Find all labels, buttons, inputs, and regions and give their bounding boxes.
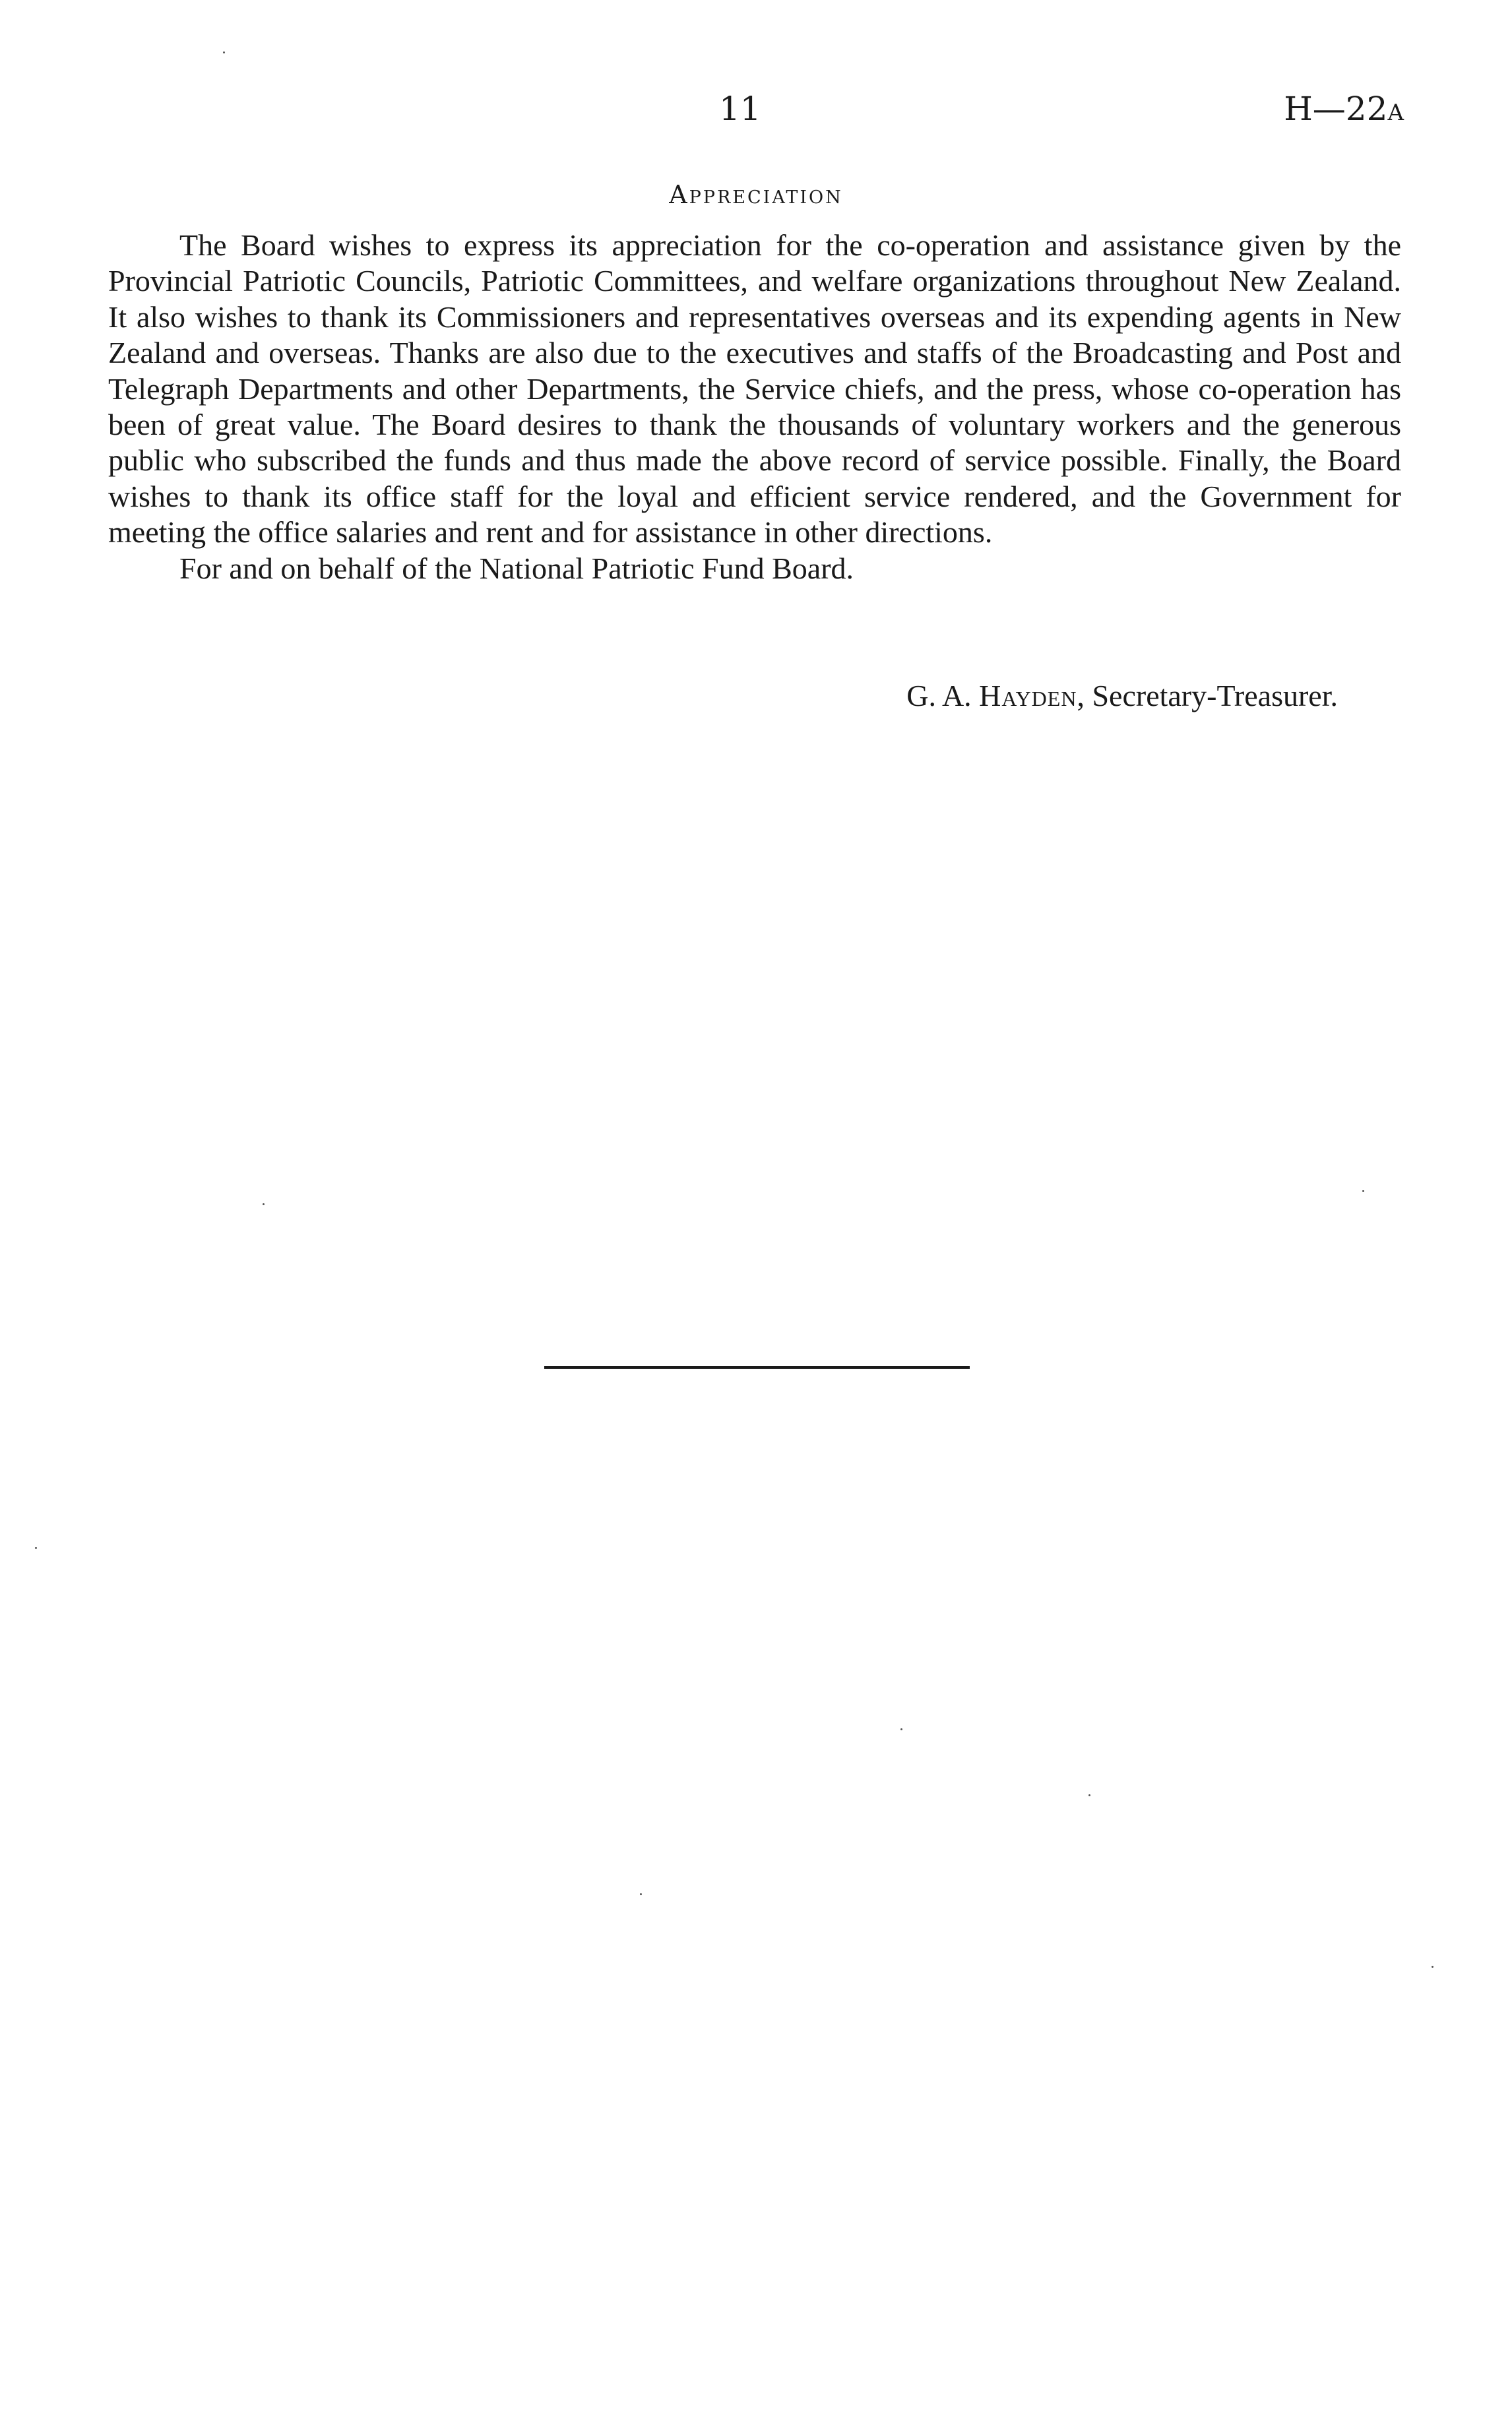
signature-name: Hayden xyxy=(979,679,1077,712)
scan-speck xyxy=(1088,1794,1090,1796)
section-heading-text: Appreciation xyxy=(669,180,843,209)
paper-code xyxy=(1284,90,1404,128)
scan-speck xyxy=(900,1728,902,1730)
signature xyxy=(906,681,1338,711)
section-heading xyxy=(0,182,1512,207)
paper-code-main: H—22 xyxy=(1284,90,1388,128)
signature-initials: G. A. xyxy=(906,679,972,712)
scan-speck xyxy=(640,1893,642,1895)
appreciation-paragraph: The Board wishes to express its appreciation for the co-operation and assistance given by the Provincial Patriotic Councils, Patriotic Committees, and welfare organizations throughout New Zealand. It also wishes to thank its Commissioners and representatives overseas and its expending agents in New Zealand and overseas. Thanks are also due to the executives and staffs of the Broadcasting and Post and Telegraph Departments and other Departments, the Service chiefs, and the press, whose co-operation has been of great value. The Board desires to thank the thousands of voluntary workers and the generous public who subscribed the funds and thus made the above record of service possible. Finally, the Board wishes to thank its office staff for the loyal and efficient service rendered, and the Government for meeting the office salaries and rent and for assistance in other directions. xyxy=(108,228,1401,549)
scan-speck xyxy=(263,1203,265,1205)
scan-speck xyxy=(1362,1190,1364,1192)
scan-speck xyxy=(223,51,225,53)
on-behalf-paragraph: For and on behalf of the National Patriotic Fund Board. xyxy=(179,551,854,585)
scan-speck xyxy=(35,1547,37,1549)
signature-title: , Secretary-Treasurer. xyxy=(1077,679,1338,712)
body-text xyxy=(108,228,1401,586)
paper-code-suffix: A xyxy=(1387,100,1404,126)
page-number: 11 xyxy=(719,90,761,128)
end-rule xyxy=(544,1366,970,1369)
scan-speck xyxy=(1432,1966,1433,1968)
